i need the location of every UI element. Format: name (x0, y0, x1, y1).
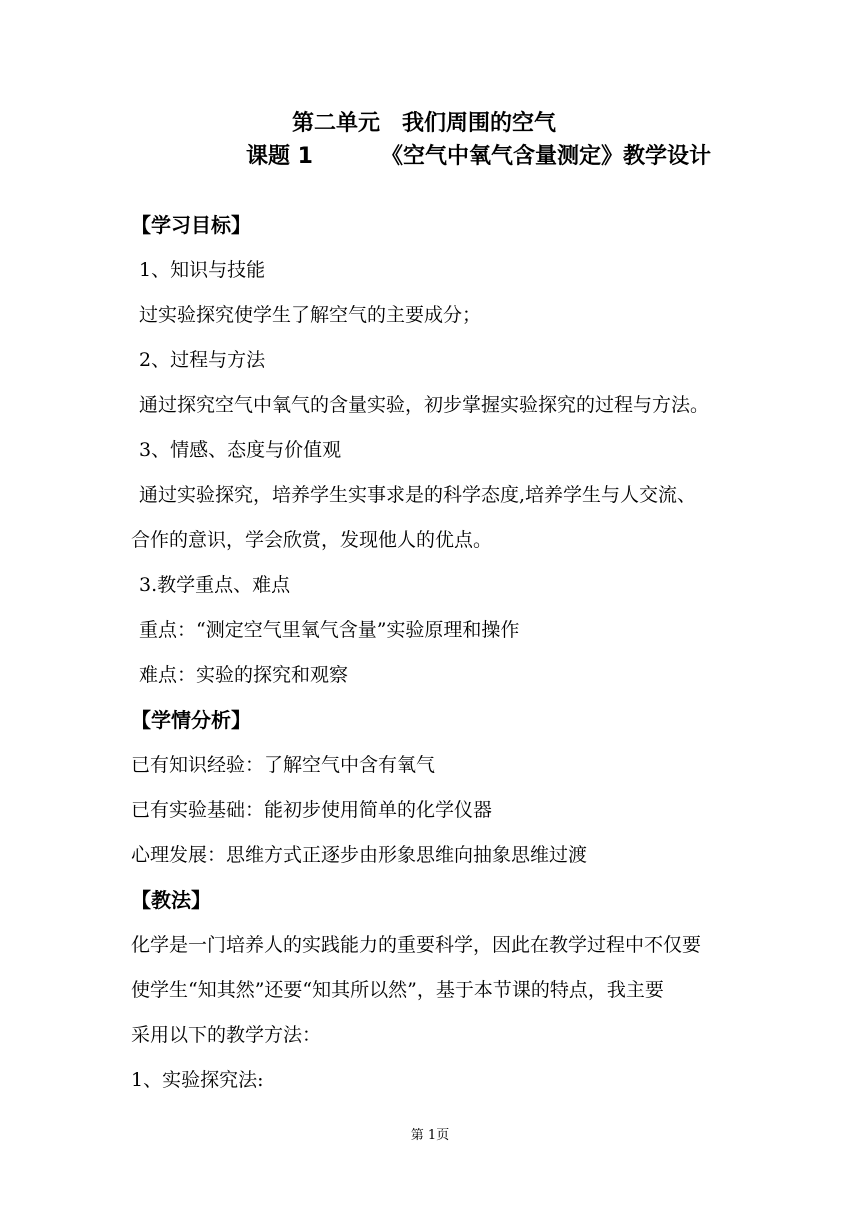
objective-line: 过实验探究使学生了解空气的主要成分； (139, 304, 482, 326)
objective-line: 合作的意识，学会欣赏，发现他人的优点。 (131, 529, 493, 551)
unit-title: 第二单元 我们周围的空气 (292, 111, 557, 136)
objective-line: 通过探究空气中氧气的含量实验，初步掌握实验探究的过程与方法。 (139, 394, 710, 416)
methods-line: 使学生“知其然”还要“知其所以然”，基于本节课的特点，我主要 (131, 979, 664, 1001)
objective-line: 难点：实验的探究和观察 (139, 664, 349, 686)
methods-line: 1、实验探究法: (131, 1069, 264, 1091)
objective-line: 3.教学重点、难点 (139, 574, 291, 596)
analysis-line: 心理发展：思维方式正逐步由形象思维向抽象思维过渡 (131, 844, 588, 866)
objective-line: 2、过程与方法 (139, 349, 266, 371)
methods-line: 采用以下的教学方法： (131, 1024, 322, 1046)
lesson-title: 《空气中氧气含量测定》教学设计 (381, 144, 712, 169)
objective-line: 1、知识与技能 (139, 259, 266, 281)
lesson-number: 课题 1 (246, 144, 313, 169)
objective-line: 重点：“测定空气里氧气含量”实验原理和操作 (139, 619, 520, 641)
analysis-line: 已有知识经验：了解空气中含有氧气 (131, 754, 436, 776)
objective-line: 通过实验探究，培养学生实事求是的科学态度,培养学生与人交流、 (139, 484, 697, 506)
page-number: 第 1页 (410, 1128, 450, 1143)
objective-line: 3、情感、态度与价值观 (139, 439, 342, 461)
analysis-line: 已有实验基础：能初步使用简单的化学仪器 (131, 799, 493, 821)
section-heading-methods: 【教法】 (131, 888, 211, 912)
section-heading-analysis: 【学情分析】 (131, 708, 251, 732)
methods-line: 化学是一门培养人的实践能力的重要科学，因此在教学过程中不仅要 (131, 934, 702, 956)
section-heading-objectives: 【学习目标】 (131, 213, 251, 237)
